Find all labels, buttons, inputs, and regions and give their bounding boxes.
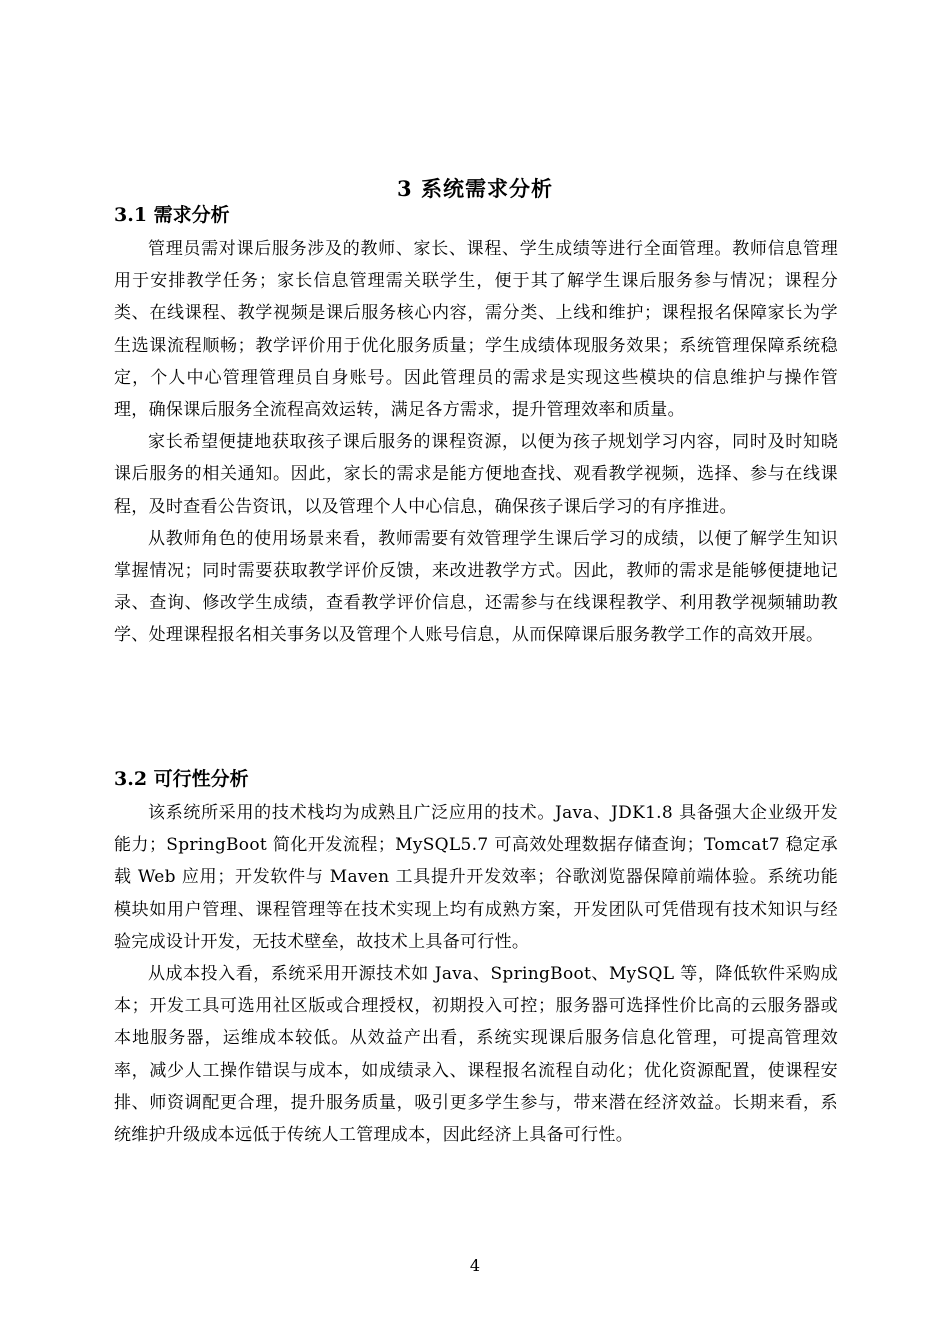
paragraph-admin-needs: 管理员需对课后服务涉及的教师、家长、课程、学生成绩等进行全面管理。教师信息管理用于安排教学任务；家长信息管理需关联学生，便于其了解学生课后服务参与情况；课程分类、在线课程、教学视频是课后服务核心内容，需分类、上线和维护；课程报名保障家长为学生选课流程顺畅；教学评价用于优化服务质量；学生成绩体现服务效果；系统管理保障系统稳定，个人中心管理管理员自身账号。因此管理员的需求是实现这些模块的信息维护与操作管理，确保课后服务全流程高效运转，满足各方需求，提升管理效率和质量。 bbox=[114, 239, 838, 421]
section-heading: 3.1 需求分析 bbox=[114, 204, 230, 226]
section-heading: 3.2 可行性分析 bbox=[114, 768, 249, 790]
chapter-title: 3 系统需求分析 bbox=[397, 176, 553, 202]
paragraph-teacher-needs: 从教师角色的使用场景来看，教师需要有效管理学生课后学习的成绩，以便了解学生知识掌握情况；同时需要获取教学评价反馈，来改进教学方式。因此，教师的需求是能够便捷地记录、查询、修改学生成绩，查看教学评价信息，还需参与在线课程教学、利用教学视频辅助教学、处理课程报名相关事务以及管理个人账号信息，从而保障课后服务教学工作的高效开展。 bbox=[114, 528, 838, 646]
section-feasibility-analysis bbox=[114, 765, 838, 1151]
paragraph-economic-feasibility: 从成本投入看，系统采用开源技术如 Java、SpringBoot、MySQL 等，降低软件采购成本；开发工具可选用社区版或合理授权，初期投入可控；服务器可选择性价比高的云服务器或本地服务器，运维成本较低。从效益产出看，系统实现课后服务信息化管理，可提高管理效率，减少人工操作错误与成本，如成绩录入、课程报名流程自动化；优化资源配置，使课程安排、师资调配更合理，提升服务质量，吸引更多学生参与，带来潜在经济效益。长期来看，系统维护升级成本远低于传统人工管理成本，因此经济上具备可行性。 bbox=[114, 964, 838, 1146]
paragraph-technical-feasibility: 该系统所采用的技术栈均为成熟且广泛应用的技术。Java、JDK1.8 具备强大企业级开发能力；SpringBoot 简化开发流程；MySQL5.7 可高效处理数据存储查询；Tomcat7 稳定承载 Web 应用；开发软件与 Maven 工具提升开发效率；谷歌浏览器保障前端体验。系统功能模块如用户管理、课程管理等在技术实现上均有成熟方案，开发团队可凭借现有技术知识与经验完成设计开发，无技术壁垒，故技术上具备可行性。 bbox=[114, 803, 838, 952]
page-number: 4 bbox=[469, 1256, 481, 1275]
paragraph-parent-needs: 家长希望便捷地获取孩子课后服务的课程资源，以便为孩子规划学习内容，同时及时知晓课后服务的相关通知。因此，家长的需求是能方便地查找、观看教学视频，选择、参与在线课程，及时查看公告资讯，以及管理个人中心信息，确保孩子课后学习的有序推进。 bbox=[114, 432, 838, 517]
section-requirements-analysis bbox=[114, 201, 838, 652]
